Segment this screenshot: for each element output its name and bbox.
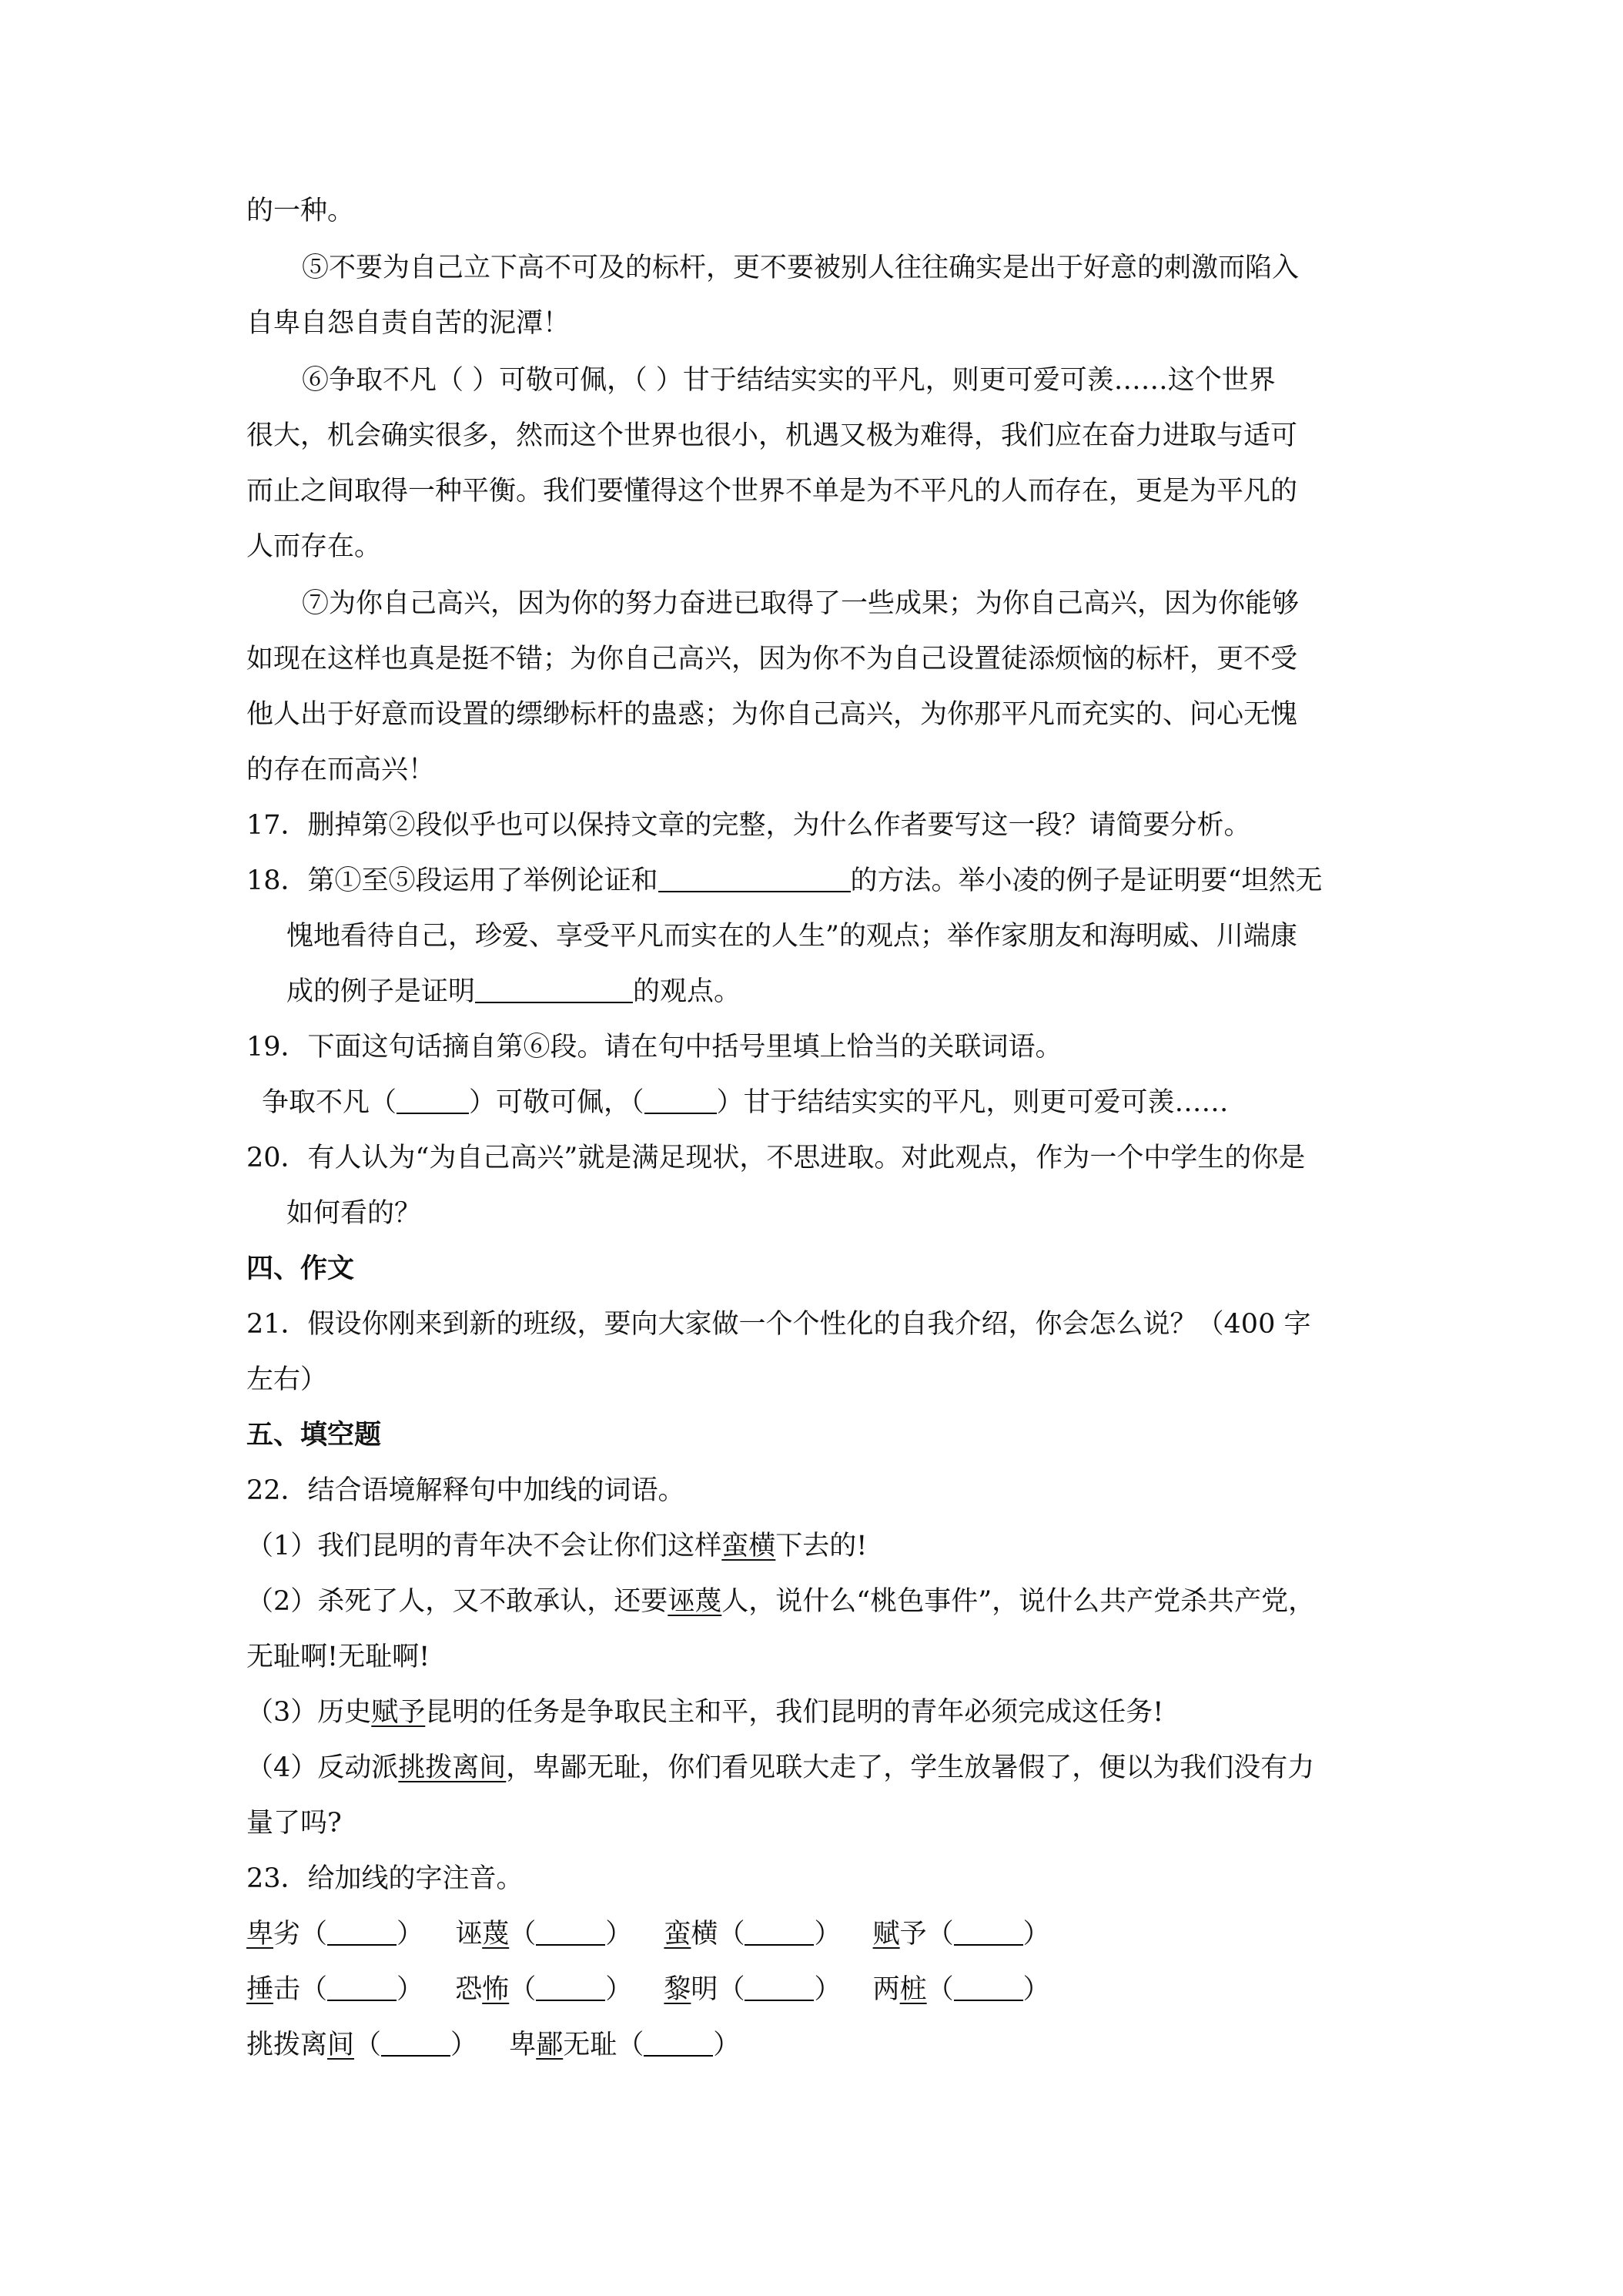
question-22: 22．结合语境解释句中加线的词语。 [246,1475,685,1506]
pinyin-item: 挑拨离间（ ） [246,2030,478,2060]
answer-blank[interactable] [327,1976,397,2001]
question-18-line: 成的例子是证明 的观点。 [286,976,741,1007]
passage-p7-line: 的存在而高兴！ [246,755,436,785]
question-18-line: 愧地看待自己，珍爱、享受平凡而实在的人生”的观点；举作家朋友和海明威、川端康 [286,921,1297,952]
underlined-word: 挑拨离间 [398,1752,507,1783]
answer-blank[interactable] [644,2032,713,2057]
question-23: 23．给加线的字注音。 [246,1863,524,1894]
question-19: 19．下面这句话摘自第⑥段。请在句中括号里填上恰当的关联词语。 [246,1032,1062,1063]
answer-blank[interactable] [745,1921,814,1946]
question-22-item-line: 量了吗? [246,1808,342,1839]
answer-blank[interactable] [644,1089,717,1114]
answer-blank[interactable] [536,1976,605,2001]
question-22-item: （1）我们昆明的青年决不会让你们这样蛮横下去的! [246,1531,868,1561]
section-heading: 五、填空题 [246,1419,382,1451]
section-heading: 四、作文 [246,1253,355,1284]
passage-p7-line: 如现在这样也真是挺不错；为你自己高兴，因为你不为自己设置徒添烦恼的标杆，更不受 [246,644,1298,674]
passage-p6-line: 人而存在。 [246,531,382,562]
question-22-item-line: 无耻啊!无耻啊! [246,1642,430,1672]
answer-blank[interactable] [536,1921,605,1946]
passage-p5-line: ⑤不要为自己立下高不可及的标杆，更不要被别人往往确实是出于好意的刺激而陷入 [302,253,1300,283]
underlined-word: 蛮横 [721,1531,776,1561]
passage-p6-line: 而止之间取得一种平衡。我们要懂得这个世界不单是为不平凡的人而存在，更是为平凡的 [246,476,1298,507]
question-19-sentence: 争取不凡（ ）可敬可佩，（ ）甘于结结实实的平凡，则更可爱可羡…… [262,1087,1229,1118]
question-22-item: （4）反动派挑拨离间，卑鄙无耻，你们看见联大走了，学生放暑假了，便以为我们没有力 [246,1752,1315,1783]
answer-blank[interactable] [954,1976,1023,2001]
passage-p6-line: 很大，机会确实很多，然而这个世界也很小，机遇又极为难得，我们应在奋力进取与适可 [246,420,1298,451]
pinyin-row [246,2028,740,2062]
pinyin-item: 诬蔑（ ） [455,1919,633,1950]
answer-blank[interactable] [397,1089,469,1114]
passage-p6-line: ⑥争取不凡（ ）可敬可佩，（ ）甘于结结实实的平凡，则更可爱可羡……这个世界 [302,365,1276,396]
pinyin-item: 赋予（ ） [872,1919,1050,1950]
pinyin-item: 黎明（ ） [664,1974,842,2005]
question-22-item: （2）杀死了人，又不敢承认，还要诬蔑人，说什么“桃色事件”，说什么共产党杀共产党， [246,1586,1316,1617]
answer-blank[interactable] [745,1976,814,2001]
passage-p4-tail: 的一种。 [246,196,355,226]
pinyin-item: 两桩（ ） [872,1974,1050,2005]
pinyin-item: 卑劣（ ） [246,1919,424,1950]
pinyin-item: 捶击（ ） [246,1974,424,2005]
pinyin-item: 蛮横（ ） [664,1919,842,1950]
answer-blank[interactable] [475,979,633,1003]
passage-p7-line: ⑦为你自己高兴，因为你的努力奋进已取得了一些成果；为你自己高兴，因为你能够 [302,588,1300,619]
question-20-line: 如何看的？ [286,1198,422,1229]
answer-blank[interactable] [381,2032,450,2057]
question-22-item: （3）历史赋予昆明的任务是争取民主和平，我们昆明的青年必须完成这任务! [246,1697,1164,1728]
pinyin-item: 恐怖（ ） [455,1974,633,2005]
passage-p5-line: 自卑自怨自责自苦的泥潭！ [246,308,571,339]
passage-p7-line: 他人出于好意而设置的缥缈标杆的蛊惑；为你自己高兴，为你那平凡而充实的、问心无愧 [246,699,1298,730]
pinyin-row [246,1917,1050,1951]
underlined-word: 诬蔑 [668,1586,722,1617]
question-21-line: 左右） [246,1364,328,1395]
question-20: 20．有人认为“为自己高兴”就是满足现状，不思进取。对此观点，作为一个中学生的你是 [246,1143,1306,1173]
question-17: 17．删掉第②段似乎也可以保持文章的完整，为什么作者要写这一段？请简要分析。 [246,810,1251,841]
question-21: 21．假设你刚来到新的班级，要向大家做一个个性化的自我介绍，你会怎么说？（400 字 [246,1309,1311,1340]
underlined-word: 赋予 [371,1697,426,1728]
pinyin-row [246,1973,1050,2006]
answer-blank[interactable] [658,868,851,892]
answer-blank[interactable] [954,1921,1023,1946]
answer-blank[interactable] [327,1921,397,1946]
pinyin-item: 卑鄙无耻（ ） [509,2030,741,2060]
question-18: 18．第①至⑤段运用了举例论证和 的方法。举小凌的例子是证明要“坦然无 [246,865,1323,896]
